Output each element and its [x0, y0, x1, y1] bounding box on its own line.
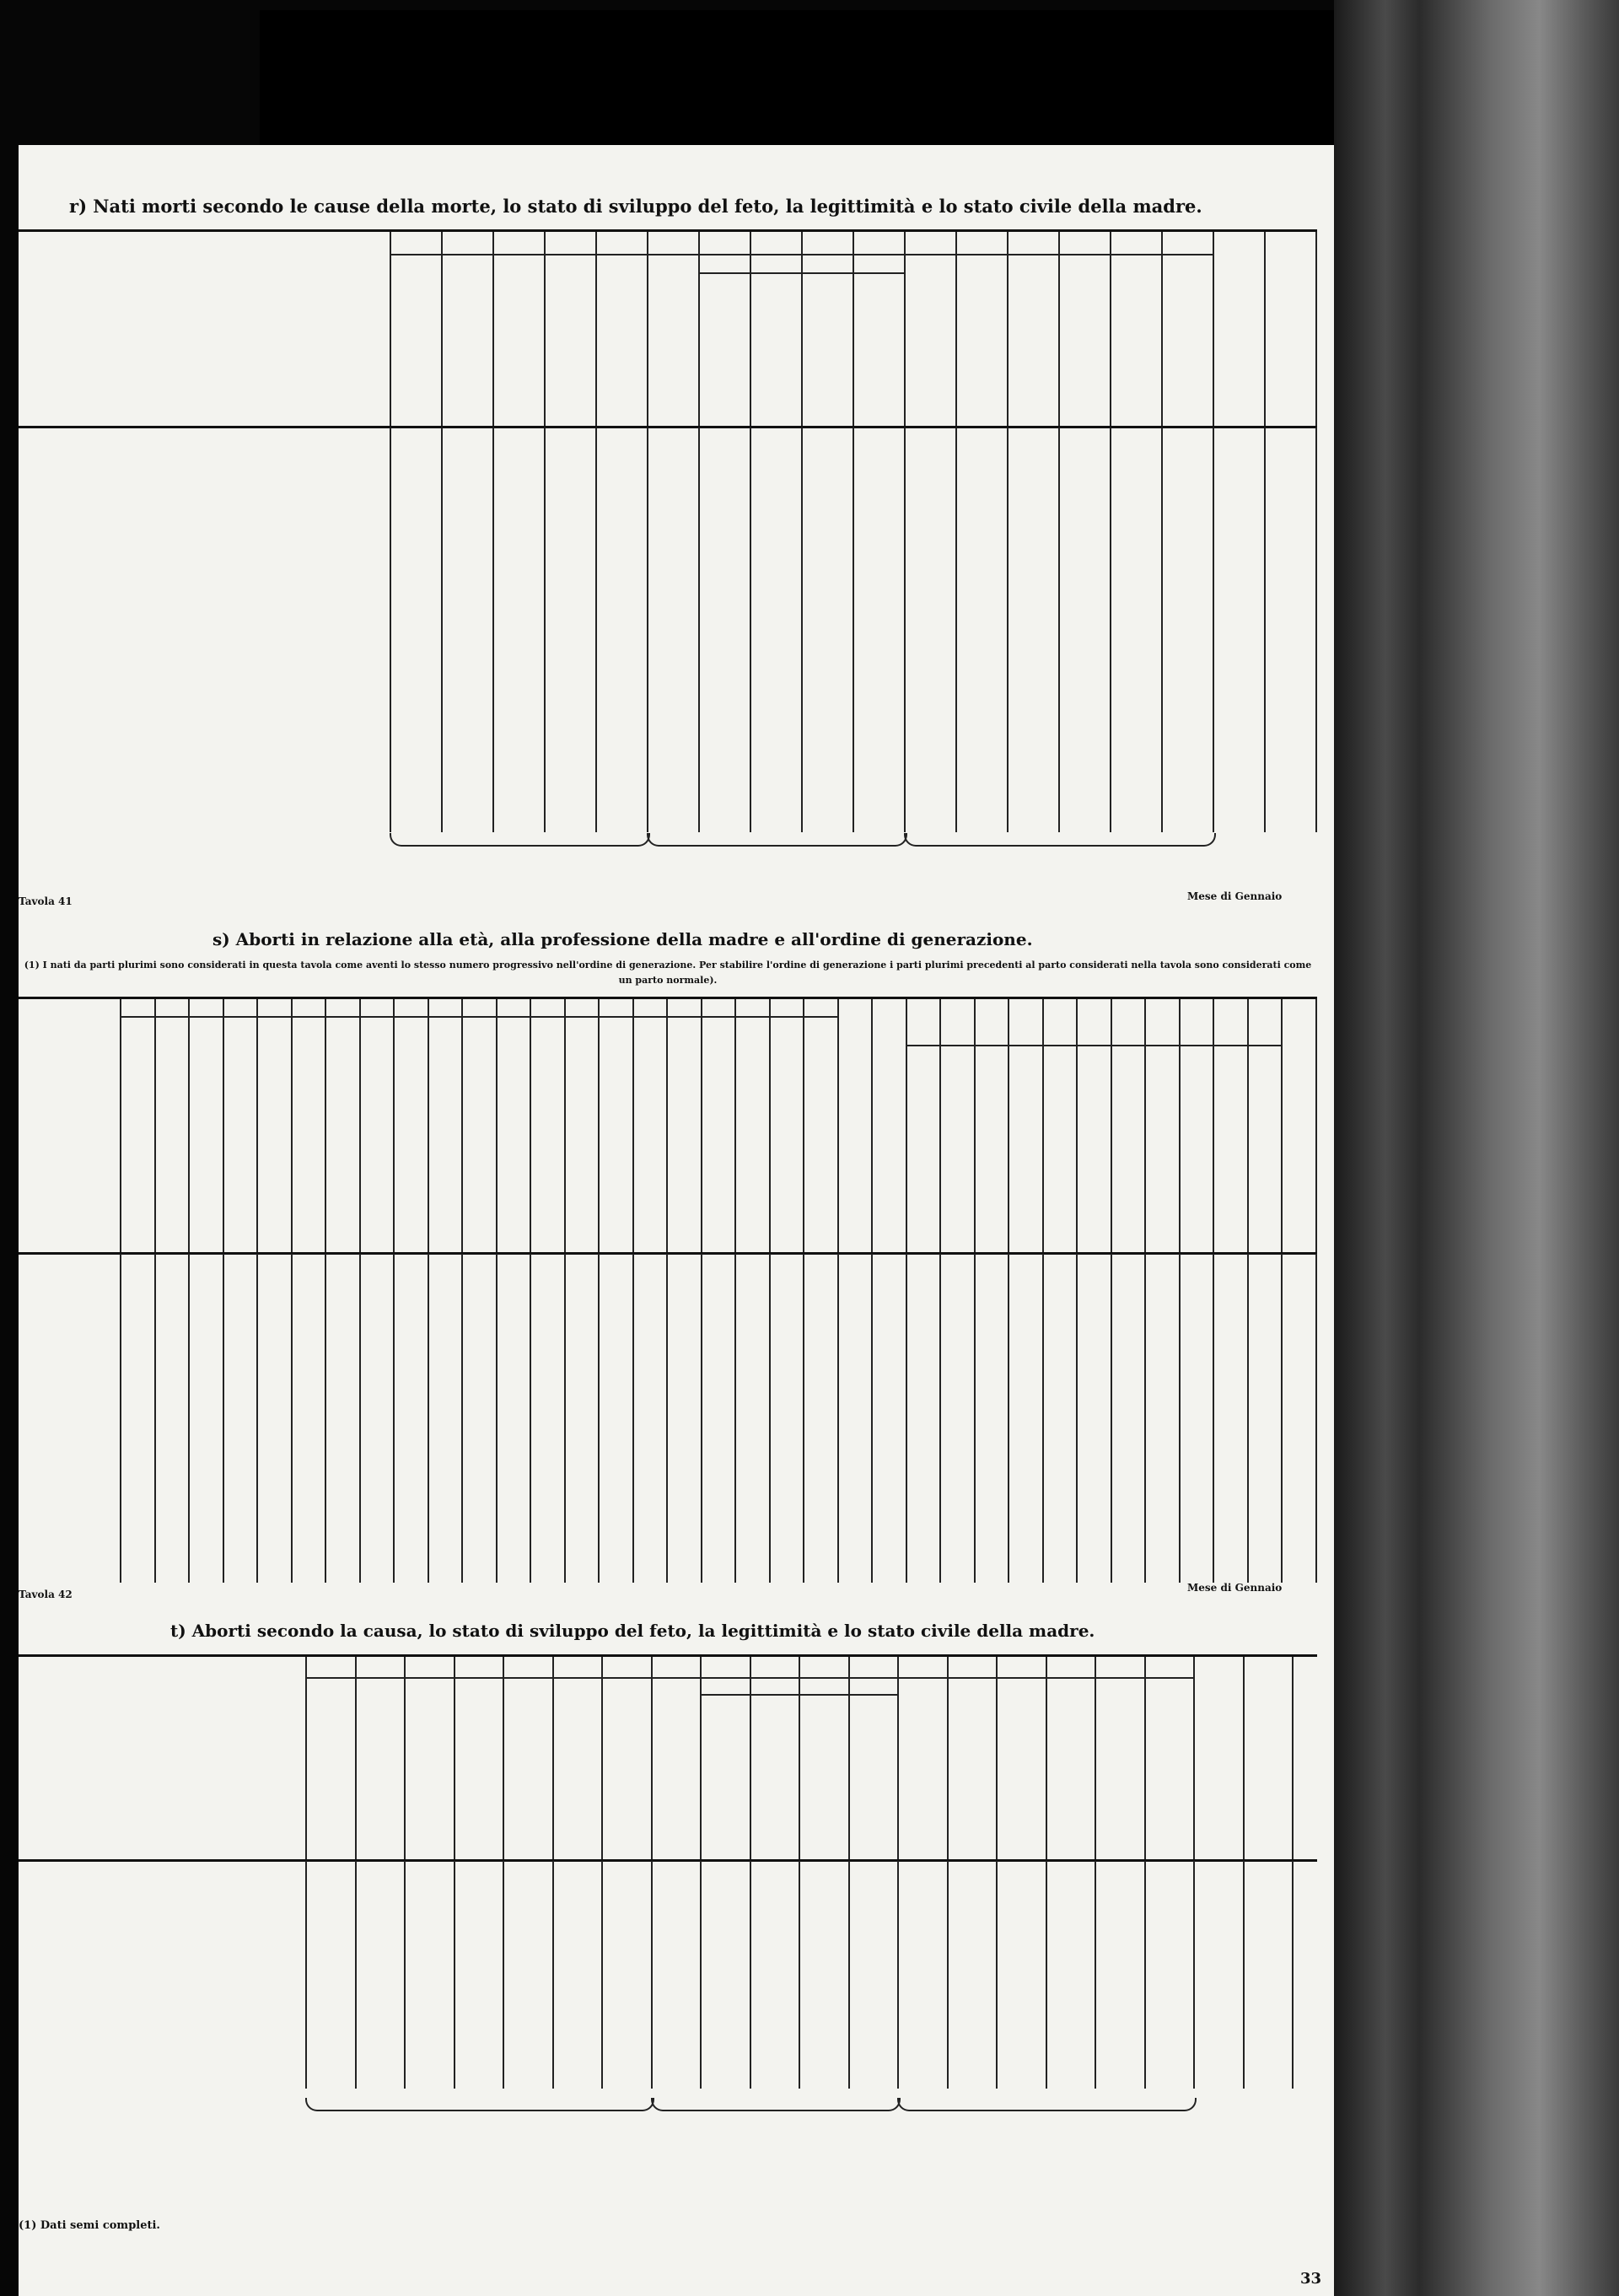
s-col-header — [668, 1021, 699, 1247]
section-r — [19, 145, 1334, 904]
t-group-rule — [305, 1677, 651, 1679]
s-col-header — [1283, 1021, 1314, 1247]
s-col-header — [361, 1021, 392, 1247]
r-body-vline — [1213, 427, 1214, 832]
section-s-title: s) Aborti in relazione alla età, alla professione della madre e all'ordine di generazione. — [212, 929, 1033, 949]
r-col-header — [751, 277, 799, 421]
r-body-vline — [955, 427, 957, 832]
s-body-vline — [1008, 1254, 1009, 1583]
s-body-vline — [1315, 1254, 1317, 1583]
s-col-header — [1214, 1058, 1245, 1247]
t-body-vline — [750, 1861, 751, 2089]
s-col-header — [190, 1021, 221, 1247]
s-body-vline — [1281, 1254, 1283, 1583]
r-col-header — [1009, 257, 1057, 421]
t-brace — [305, 2098, 654, 2111]
t-body-vline — [1046, 1861, 1047, 2089]
s-body-vline — [974, 1254, 976, 1583]
t-col-header — [751, 1699, 798, 1854]
t-col-header — [504, 1680, 551, 1854]
t-col-header — [653, 1680, 699, 1854]
s-body-vline — [1111, 1254, 1112, 1583]
scan-top-black-block — [260, 10, 1339, 145]
t-col-header — [850, 1699, 896, 1854]
s-body-vline — [325, 1254, 326, 1583]
s-col-header — [1078, 1058, 1109, 1247]
scan-border-left — [0, 0, 19, 2296]
t-body-vline — [700, 1861, 702, 2089]
r-body-vline — [647, 427, 648, 832]
t-brace — [897, 2098, 1197, 2111]
r-body-vline — [544, 427, 546, 832]
t-col-header — [1146, 1680, 1192, 1854]
s-col-header — [1249, 1058, 1280, 1247]
s-col-header — [121, 1021, 153, 1247]
section-s-header — [19, 997, 1317, 1255]
s-body-vline — [769, 1254, 771, 1583]
r-body-vline — [1315, 427, 1317, 832]
t-col-header — [307, 1680, 353, 1854]
s-col-header — [736, 1021, 767, 1247]
s-col-header — [258, 1021, 289, 1247]
r-body-vline — [441, 427, 443, 832]
t-col-header — [998, 1680, 1044, 1854]
r-col-header — [700, 277, 748, 421]
t-col-header — [357, 1680, 403, 1854]
r-col-header — [648, 257, 697, 421]
s-body-vline — [256, 1254, 258, 1583]
t-body-vline — [1292, 1861, 1294, 2089]
r-group-rule — [647, 254, 904, 255]
s-col-header — [873, 1021, 904, 1247]
r-col-header — [803, 277, 851, 421]
t-header-vline — [1292, 1657, 1294, 1859]
r-col-header — [854, 277, 902, 421]
document-page — [19, 145, 1334, 2296]
r-body-vline — [1007, 427, 1009, 832]
s-body-vline — [1179, 1254, 1181, 1583]
t-col-header — [899, 1680, 945, 1854]
r-brace — [904, 833, 1216, 847]
s-group-rule — [906, 1045, 1282, 1046]
t-body-vline — [503, 1861, 504, 2089]
r-brace — [390, 833, 650, 847]
s-body-vline — [803, 1254, 804, 1583]
r-col-header — [443, 257, 491, 421]
s-col-header — [976, 1058, 1007, 1247]
s-body-vline — [1247, 1254, 1249, 1583]
section-s-body — [19, 1254, 1317, 1583]
s-col-header — [156, 1021, 187, 1247]
s-body-vline — [1213, 1254, 1214, 1583]
section-t-month: Mese di Gennaio — [1187, 1582, 1283, 1594]
s-col-header — [429, 1021, 460, 1247]
s-col-header — [1009, 1058, 1041, 1247]
s-col-header — [293, 1021, 324, 1247]
r-col-header — [1060, 257, 1108, 421]
s-body-vline — [393, 1254, 395, 1583]
t-body-vline — [454, 1861, 455, 2089]
s-col-header — [1044, 1058, 1075, 1247]
r-group-rule — [390, 254, 647, 255]
section-s-tavola: Tavola 41 — [19, 895, 73, 907]
s-body-vline — [530, 1254, 531, 1583]
s-col-header — [600, 1021, 631, 1247]
s-body-vline — [223, 1254, 224, 1583]
t-body-vline — [552, 1861, 554, 2089]
r-col-header — [391, 257, 439, 421]
s-body-vline — [1144, 1254, 1146, 1583]
scan-page-edge — [1334, 0, 1619, 2296]
r-body-vline — [595, 427, 597, 832]
r-group-rule — [904, 254, 1213, 255]
t-body-vline — [848, 1861, 850, 2089]
r-body-vline — [698, 427, 700, 832]
section-s — [19, 887, 1334, 1587]
t-body-vline — [601, 1861, 603, 2089]
s-header-vline — [1315, 999, 1317, 1252]
t-col-header — [554, 1680, 600, 1854]
r-group-rule — [698, 272, 904, 274]
r-col-header — [1111, 257, 1159, 421]
s-col-header — [771, 1021, 802, 1247]
r-col-header — [1214, 257, 1262, 421]
s-col-header — [395, 1021, 426, 1247]
r-body-vline — [801, 427, 803, 832]
r-body-vline — [904, 427, 906, 832]
r-col-header — [957, 257, 1005, 421]
t-col-header — [1096, 1680, 1143, 1854]
section-t-brace-totals — [19, 2093, 1317, 2143]
s-body-vline — [837, 1254, 839, 1583]
s-body-vline — [428, 1254, 429, 1583]
t-col-header — [406, 1680, 452, 1854]
t-group-rule — [700, 1694, 897, 1696]
s-col-header — [702, 1021, 734, 1247]
s-body-vline — [701, 1254, 702, 1583]
t-body-vline — [897, 1861, 899, 2089]
t-body-vline — [651, 1861, 653, 2089]
s-col-header — [1181, 1058, 1212, 1247]
t-col-header — [603, 1680, 649, 1854]
r-body-vline — [1110, 427, 1111, 832]
t-body-vline — [305, 1861, 307, 2089]
section-r-title: r) Nati morti secondo le cause della morte, lo stato di sviluppo del feto, la legittimità e lo stato civile della madre. — [69, 196, 1202, 217]
section-t-tavola: Tavola 42 — [19, 1589, 73, 1600]
r-body-vline — [853, 427, 854, 832]
s-body-vline — [734, 1254, 736, 1583]
s-col-header — [463, 1021, 494, 1247]
s-body-vline — [906, 1254, 907, 1583]
t-body-vline — [404, 1861, 406, 2089]
s-body-vline — [598, 1254, 600, 1583]
r-body-vline — [1058, 427, 1060, 832]
t-body-vline — [1243, 1861, 1245, 2089]
section-r-body — [19, 427, 1317, 883]
t-body-vline — [1095, 1861, 1096, 2089]
t-body-vline — [799, 1861, 800, 2089]
r-col-header — [1163, 257, 1211, 421]
r-body-vline — [1161, 427, 1163, 832]
r-col-header — [906, 257, 954, 421]
s-body-vline — [291, 1254, 293, 1583]
section-t-title: t) Aborti secondo la causa, lo stato di sviluppo del feto, la legittimità e lo stato civile della madre. — [170, 1621, 1095, 1641]
section-s-note: (1) I nati da parti plurimi sono considerati in questa tavola come aventi lo stesso numero progressivo nell'ordine di generazione. Per stabilire l'ordine di generazione i parti plurimi precedenti al parto considerati nella tavola sono considerati come un parto normale). — [24, 960, 1312, 986]
s-col-header — [566, 1021, 597, 1247]
t-group-rule — [651, 1677, 898, 1679]
s-col-header — [326, 1021, 358, 1247]
t-brace — [651, 2098, 901, 2111]
t-body-vline — [1144, 1861, 1146, 2089]
s-body-vline — [120, 1254, 121, 1583]
page-number: 33 — [1300, 2270, 1322, 2288]
r-body-vline — [1264, 427, 1266, 832]
s-body-vline — [1076, 1254, 1078, 1583]
s-body-vline — [666, 1254, 668, 1583]
r-col-header — [494, 257, 542, 421]
s-col-header — [839, 1021, 870, 1247]
s-col-header — [498, 1021, 529, 1247]
s-body-vline — [154, 1254, 156, 1583]
r-body-vline — [750, 427, 751, 832]
r-col-header — [546, 257, 594, 421]
t-body-vline — [947, 1861, 949, 2089]
r-body-vline — [390, 427, 391, 832]
s-body-vline — [188, 1254, 190, 1583]
t-body-vline — [1193, 1861, 1195, 2089]
t-col-header — [949, 1680, 995, 1854]
s-body-vline — [461, 1254, 463, 1583]
t-body-vline — [355, 1861, 357, 2089]
s-col-header — [1146, 1058, 1177, 1247]
t-col-header — [1245, 1680, 1291, 1854]
t-body-vline — [996, 1861, 998, 2089]
s-body-vline — [496, 1254, 498, 1583]
s-col-header — [224, 1021, 255, 1247]
t-group-rule — [897, 1677, 1193, 1679]
s-group-rule — [120, 1016, 837, 1018]
r-col-header — [597, 257, 645, 421]
s-col-header — [1112, 1058, 1143, 1247]
r-col-header — [1266, 257, 1314, 421]
r-brace — [647, 833, 907, 847]
r-body-vline — [492, 427, 494, 832]
s-col-header — [634, 1021, 665, 1247]
s-col-header — [531, 1021, 562, 1247]
section-r-header — [19, 229, 1317, 428]
s-body-vline — [359, 1254, 361, 1583]
section-r-brace-totals — [19, 828, 1317, 879]
t-col-header — [1195, 1680, 1241, 1854]
section-s-month: Mese di Gennaio — [1187, 890, 1283, 902]
s-col-header — [804, 1021, 836, 1247]
t-col-header — [800, 1699, 847, 1854]
s-body-vline — [632, 1254, 634, 1583]
r-header-vline — [1315, 232, 1317, 426]
s-body-vline — [871, 1254, 873, 1583]
section-t-footer-note: (1) Dati semi completi. — [19, 2219, 160, 2232]
s-col-header — [941, 1058, 972, 1247]
t-col-header — [1047, 1680, 1094, 1854]
s-body-vline — [939, 1254, 941, 1583]
s-body-vline — [1042, 1254, 1044, 1583]
section-t — [19, 1578, 1334, 2296]
s-col-header — [907, 1058, 939, 1247]
t-col-header — [455, 1680, 502, 1854]
t-col-header — [702, 1699, 748, 1854]
section-t-header — [19, 1654, 1317, 1862]
s-body-vline — [564, 1254, 566, 1583]
